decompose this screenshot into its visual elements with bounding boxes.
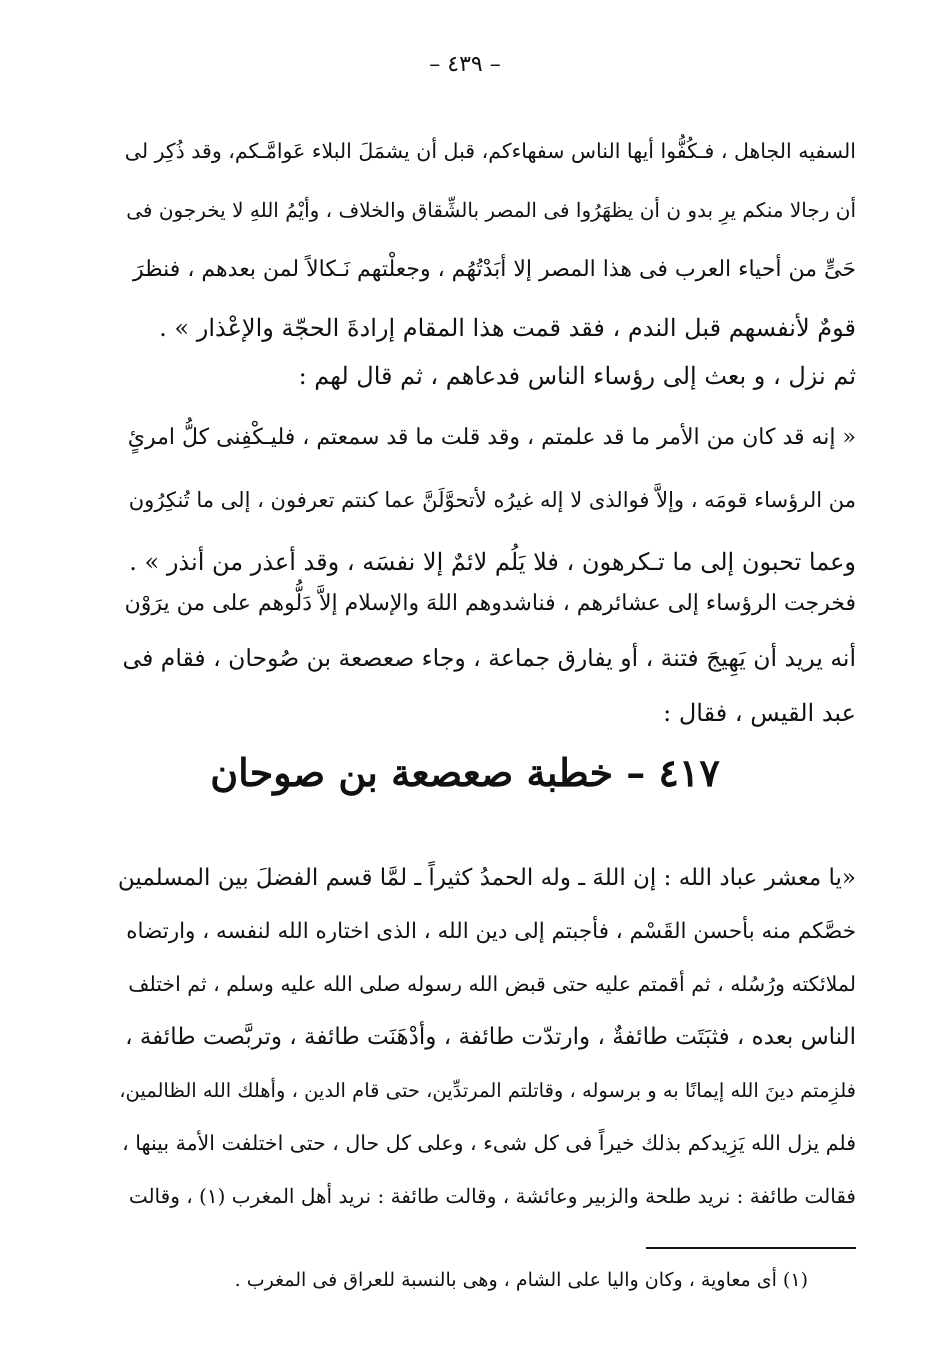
text-line: قومٌ لأنفسهم قبل الندم ، فقد قمت هذا المقام إرادةَ الحجّة والإعْذار » . <box>159 314 856 342</box>
text-line: عبد القيس ، فقال : <box>663 699 856 727</box>
paragraph-1 <box>118 122 856 358</box>
paragraph-3 <box>118 576 856 741</box>
text-line: أن رجالا منكم يرِ بدو ن أن يظهَرُوا فى المصر بالشِّقاق والخلاف ، وأيْمُ اللهِ لا يخرجون فى <box>126 198 856 222</box>
text-line: فلم يزل الله يَزِيدكم بذلك خيراً فى كل شىء ، وعلى كل حال ، حتى اختلفت الأمة بينها ، <box>122 1131 856 1155</box>
footnote: (١) أى معاوية ، وكان واليا على الشام ، وهى بالنسبة للعراق فى المغرب . <box>234 1269 808 1291</box>
footnote-divider <box>646 1247 856 1249</box>
text-line: أنه يريد أن يَهِيجَ فتنة ، أو يفارق جماعة ، وجاء صعصعة بن صُوحان ، فقام فى <box>122 644 856 672</box>
text-line: فقالت طائفة : نريد طلحة والزبير وعائشة ، وقالت طائفة : نريد أهل المغرب (١) ، وقالت <box>128 1184 856 1208</box>
text-line: حَىٍّ من أحياء العرب فى هذا المصر إلا أبَدْتُهُم ، وجعلْتهم نَـكالاً لمن بعدهم ، فنظرَ <box>132 257 856 282</box>
text-line: السفيه الجاهل ، فـكُفُّوا أيها الناس سفهاءكم، قبل أن يشمَلَ البلاء عَوامَّـكم، وقد ذُكِر لى <box>124 139 856 163</box>
text-line: ثم نزل ، و بعث إلى رؤساء الناس فدعاهم ، ثم قال لهم : <box>298 362 856 390</box>
text-line: فخرجت الرؤساء إلى عشائرهم ، فناشدوهم اللهَ والإسلام إلاَّ دَلُّوهم على من يرَوْن <box>124 591 856 616</box>
text-line: الناس بعده ، فثبَتَت طائفةٌ ، وارتدّت طائفة ، وأدْهَنَت طائفة ، وتربَّصت طائفة ، <box>125 1024 856 1050</box>
text-line: من الرؤساء قومَه ، وإلاَّ فوالذى لا إله غيرُه لأتحوَّلَنَّ عما كنتم تعرفون ، إلى ما تُنكِرُون <box>128 488 856 512</box>
text-line: «يا معشر عباد الله : إن اللهَ ـ وله الحمدُ كثيراً ـ لمَّا قسم الفضلَ بين المسلمين <box>117 865 856 891</box>
text-line: وعما تحبون إلى ما تـكرهون ، فلا يَلُم لائمٌ إلا نفسَه ، وقد أعذر من أنذر » . <box>129 548 856 576</box>
text-line: لملائكته ورُسُله ، ثم أقمتم عليه حتى قبض الله رسوله صلى الله عليه وسلم ، ثم اختلف <box>128 972 856 996</box>
paragraph-2 <box>118 345 856 593</box>
text-line: فلزِمتم دينَ الله إيمانًا به و برسوله ، وقاتلتم المرتدِّين، حتى قام الدين ، وأهلك الله الظالمين، <box>119 1079 856 1102</box>
page-number: – ٤٣٩ – <box>429 52 501 77</box>
text-line: خصَّكم منه بأحسن القَسْم ، فأجبتم إلى دين الله ، الذى اختاره الله لنفسه ، وارتضاه <box>126 919 856 944</box>
speech-paragraph <box>118 852 856 1223</box>
text-line: « إنه قد كان من الأمر ما قد علمتم ، وقد قلت ما قد سمعتم ، فليـكْفِنى كلُّ امرئٍ <box>127 425 856 450</box>
section-heading: ٤١٧ – خطبة صعصعة بن صوحان <box>210 750 720 795</box>
